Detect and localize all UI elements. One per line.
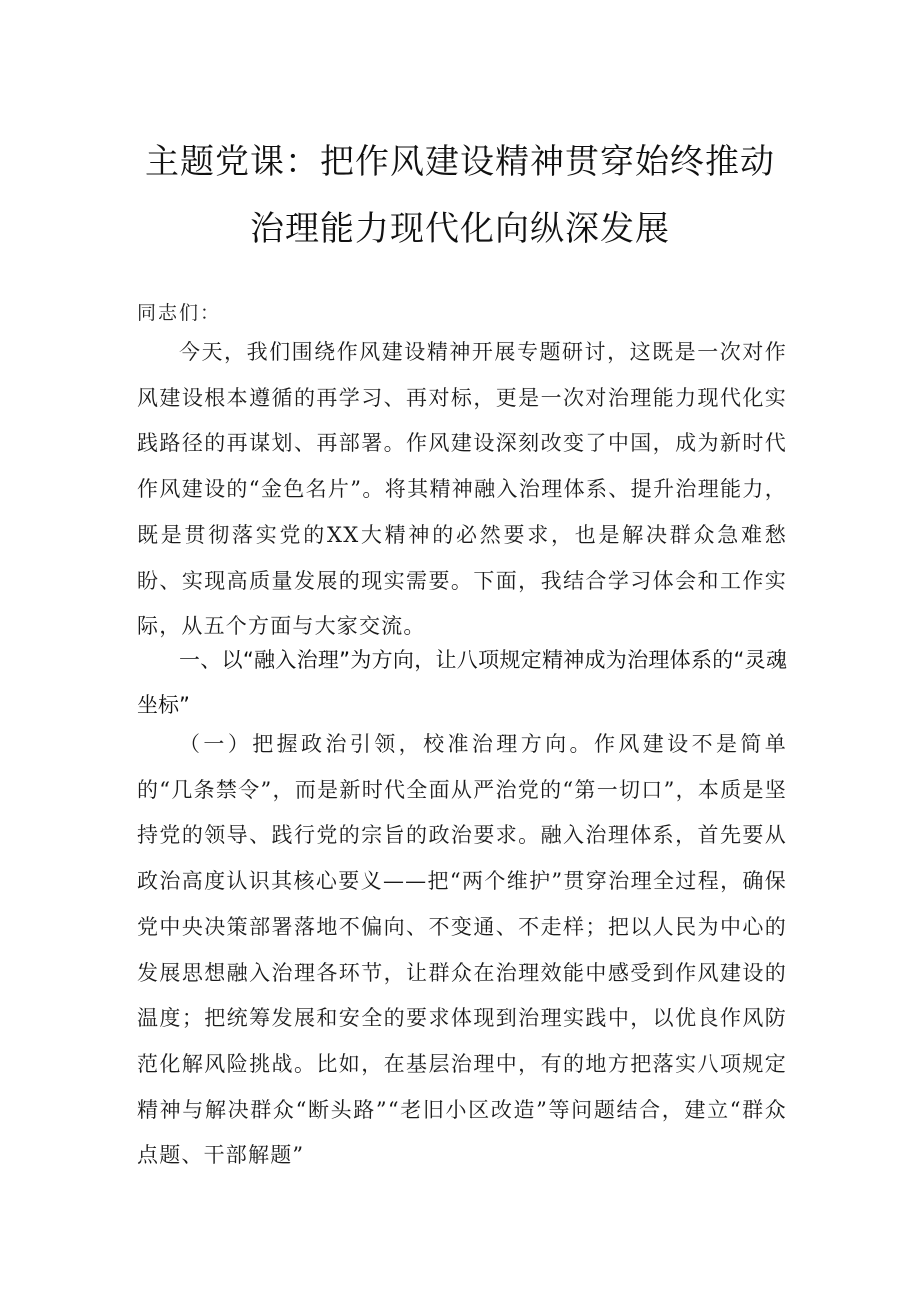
subsection-paragraph-1: （一）把握政治引领，校准治理方向。作风建设不是简单的“几条禁令”，而是新时代全面从严治党的“第一切口”，本质是坚持党的领导、践行党的宗旨的政治要求。融入治理体系，首先要从政治高度认识其核心要义——把“两个维护”贯穿治理全过程，确保党中央决策部署落地不偏向、不变通、不走样；把以人民为中心的发展思想融入治理各环节，让群众在治理效能中感受到作风建设的温度；把统筹发展和安全的要求体现到治理实践中，以优良作风防范化解风险挑战。比如，在基层治理中，有的地方把落实八项规定精神与解决群众“断头路”“老旧小区改造”等问题结合，建立“群众点题、干部解题”: [137, 732, 787, 1168]
section-heading-1: 一、以“融入治理”为方向，让八项规定精神成为治理体系的“灵魂坐标”: [137, 648, 787, 717]
intro-paragraph: 今天，我们围绕作风建设精神开展专题研讨，这既是一次对作风建设根本遵循的再学习、再对标，更是一次对治理能力现代化实践路径的再谋划、再部署。作风建设深刻改变了中国，成为新时代作风建设的“金色名片”。将其精神融入治理体系、提升治理能力，既是贯彻落实党的XX大精神的必然要求，也是解决群众急难愁盼、实现高质量发展的现实需要。下面，我结合学习体会和工作实际，从五个方面与大家交流。: [137, 340, 787, 639]
document-title-line-2: 治理能力现代化向纵深发展: [250, 209, 670, 249]
document-title-line-1: 主题党课：把作风建设精神贯穿始终推动: [145, 142, 775, 182]
salutation: 同志们：: [137, 302, 222, 324]
